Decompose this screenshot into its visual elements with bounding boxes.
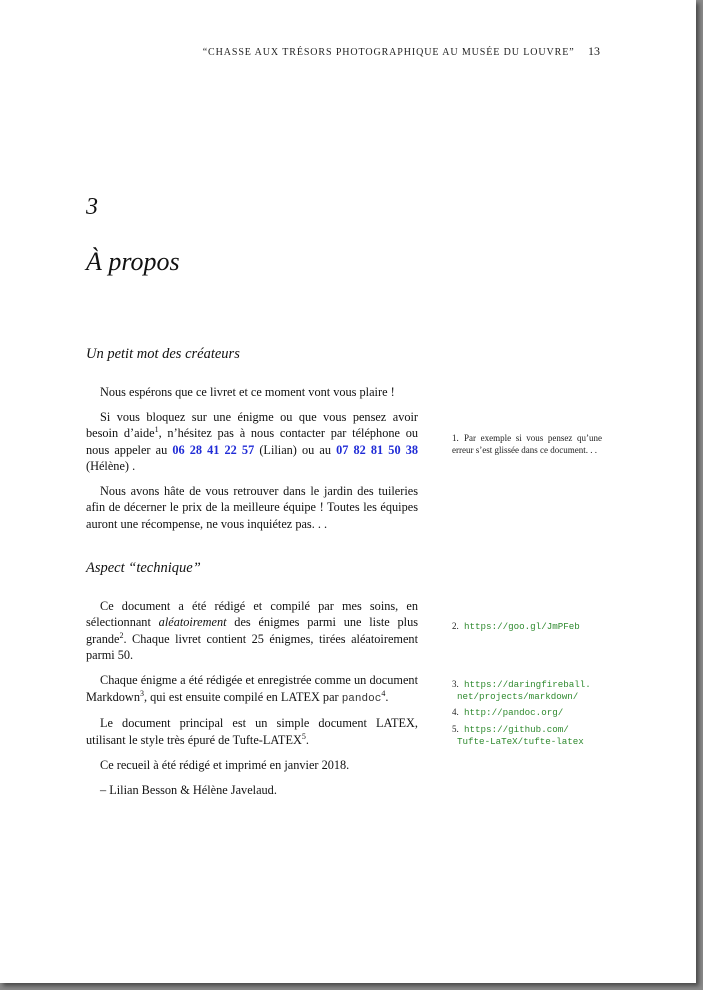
paragraph: Chaque énigme a été rédigée et enregistrée comme un document Markdown$^3$, qui est ensuite compilé en LATEX par pandoc$^4$. [86, 673, 418, 705]
paragraph: Nous espérons que ce livret et ce moment vont vous plaire ! [100, 385, 395, 399]
sidenote-2: 2. https://goo.gl/JmPFeb [452, 621, 580, 632]
footnote-marker: 4 [381, 688, 386, 698]
footnote-marker: 2 [119, 630, 124, 640]
chapter-title: À propos [86, 247, 180, 276]
section-title-creators: Un petit mot des créateurs [86, 346, 240, 362]
chapter-number: 3 [86, 194, 98, 220]
section-body-technical [86, 598, 418, 807]
signature: – Lilian Besson & Hélène Javelaud. [100, 782, 277, 797]
link-goo-gl[interactable]: https://goo.gl/JmPFeb [464, 621, 580, 632]
link-github-tufte[interactable]: https://github.com/ Tufte-LaTeX/tufte-latex [457, 724, 584, 748]
sidenote-5: 5. https://github.com/ Tufte-LaTeX/tufte-latex [452, 723, 602, 749]
paragraph: Nous avons hâte de vous retrouver dans le jardin des tuileries afin de décerner le prix de la meilleure équipe ! Toutes les équipes auront une récompense, ne vous inquiétez pas. . . [86, 484, 418, 531]
link-daringfireball[interactable]: https://daringfireball. net/projects/markdown/ [457, 679, 591, 703]
sidenote-1: 1. Par exemple si vous pensez qu’une erreur s’est glissée dans ce document. . . [452, 433, 602, 456]
paragraph: Ce document a été rédigé et compilé par mes soins, en sélectionnant aléatoirement des énigmes parmi une liste plus grande$^2$. Chaque livret contient 25 énigmes, tirées aléatoirement parmi 50. [86, 599, 419, 663]
sidenote-3: 3. https://daringfireball. net/projects/markdown/ [452, 678, 602, 704]
paragraph: Le document principal est un simple document LATEX, utilisant le style très épuré de Tufte-LATEX$^5$. [86, 716, 418, 747]
phone-link-helene[interactable]: 07 82 81 50 38 [336, 442, 419, 457]
running-header [203, 44, 600, 59]
section-title-technical: Aspect “technique” [86, 560, 201, 576]
footnote-marker: 1 [154, 425, 159, 435]
pandoc-code: pandoc [341, 692, 382, 705]
footnote-marker: 3 [139, 688, 144, 698]
page-number: 13 [588, 44, 600, 58]
link-pandoc[interactable]: http://pandoc.org/ [464, 707, 564, 718]
sidenote-4: 4. http://pandoc.org/ [452, 707, 564, 718]
phone-link-lilian[interactable]: 06 28 41 22 57 [172, 442, 255, 457]
running-title: “CHASSE AUX TRÉSORS PHOTOGRAPHIQUE AU MUSÉE DU LOUVRE” [202, 47, 575, 58]
paragraph: Si vous bloquez sur une énigme ou que vous pensez avoir besoin d’aide$^1$, n’hésitez pas à nous contacter par téléphone ou nous appeler au 06 28 41 22 57 (Lilian) ou au 07 82 81 50 38 (Hélène) . [86, 409, 419, 474]
footnote-marker: 5 [301, 731, 306, 741]
section-body-creators [86, 384, 418, 541]
paragraph: Ce recueil à été rédigé et imprimé en janvier 2018. [100, 757, 350, 772]
